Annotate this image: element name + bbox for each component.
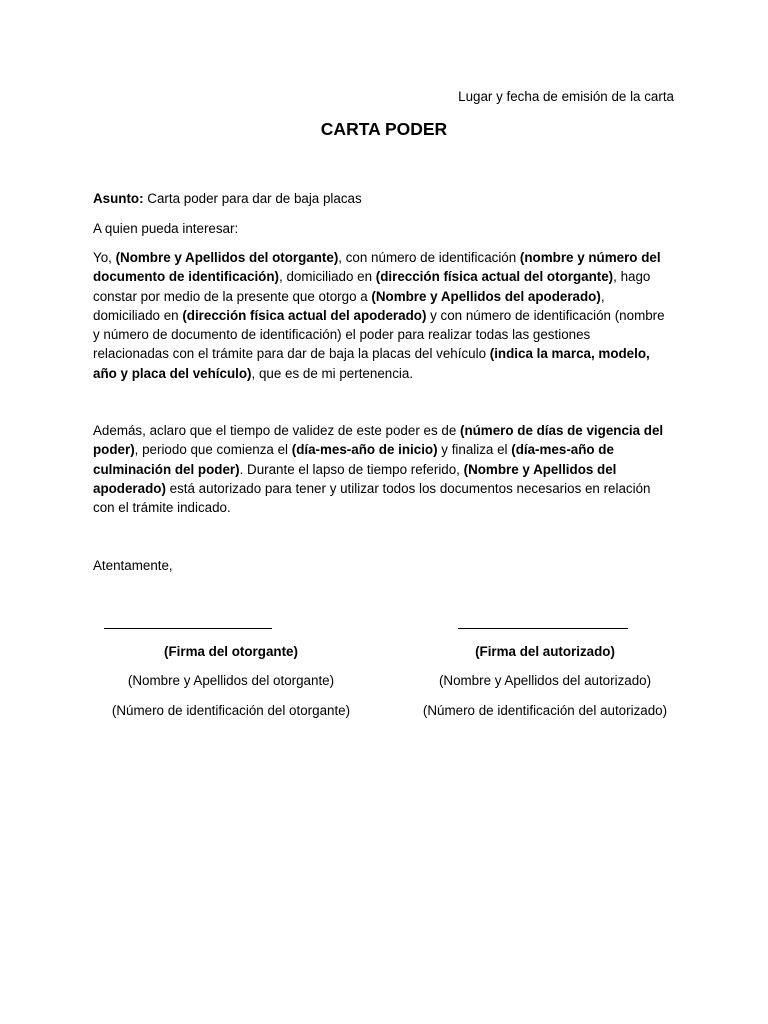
placeholder-field: (día-mes-año de inicio) (291, 442, 438, 458)
placeholder-field: (dirección física actual del otorgante) (375, 269, 614, 285)
placeholder-field: (indica la marca, modelo, año y placa del vehículo) (93, 346, 650, 381)
placeholder-field: (nombre y número del documento de identificación) (93, 250, 661, 285)
signature-line-grantor (104, 628, 272, 629)
body-text: Yo, (93, 250, 116, 265)
subject-line (93, 189, 665, 208)
signature-line-authorized (458, 628, 628, 629)
body-text: , con número de identificación (338, 250, 520, 265)
subject-label: Asunto: (93, 191, 144, 206)
body-text: , periodo que comienza el (134, 442, 292, 458)
signature-label-grantor: (Firma del otorgante) (164, 644, 298, 659)
greeting: A quien pueda interesar: (93, 221, 239, 236)
body-text: y con número de identificación (nombre y número de documento de identificación) el poder para realizar todas las gestiones relacionadas con el trámite para dar de baja la placas del vehículo (93, 307, 665, 362)
place-date-line: Lugar y fecha de emisión de la carta (458, 89, 674, 104)
placeholder-field: (Nombre y Apellidos del otorgante) (115, 250, 339, 265)
document-title: CARTA PODER (320, 119, 448, 139)
paragraph-grant (93, 248, 665, 383)
placeholder-field: (día-mes-año de culminación del poder) (93, 442, 614, 477)
subject-text: Carta poder para dar de baja placas (143, 191, 362, 206)
body-text: y finaliza el (437, 442, 512, 458)
grantor-name-placeholder: (Nombre y Apellidos del otorgante) (127, 673, 335, 688)
placeholder-field: (Nombre y Apellidos del apoderado) (371, 288, 601, 304)
placeholder-field: (Nombre y Apellidos del apoderado) (93, 461, 617, 496)
body-text: , que es de mi pertenencia. (251, 365, 414, 381)
placeholder-field: (número de días de vigencia del poder) (93, 423, 664, 458)
signature-label-authorized: (Firma del autorizado) (475, 644, 615, 659)
closing: Atentamente, (93, 558, 173, 573)
body-text: , hago constar por medio de la presente que otorgo a (93, 269, 651, 304)
body-text: , domiciliado en (279, 269, 376, 285)
body-text: Además, aclaro que el tiempo de validez de este poder es de (93, 423, 460, 438)
paragraph-validity (93, 421, 665, 517)
grantor-id-placeholder: (Número de identificación del otorgante) (111, 703, 351, 718)
body-text: , domiciliado en (93, 288, 605, 323)
body-text: está autorizado para tener y utilizar todos los documentos necesarios en relación con el trámite indicado. (93, 480, 651, 516)
authorized-id-placeholder: (Número de identificación del autorizado) (422, 703, 668, 718)
placeholder-field: (dirección física actual del apoderado) (182, 307, 427, 323)
body-text: . Durante el lapso de tiempo referido, (239, 461, 464, 477)
authorized-name-placeholder: (Nombre y Apellidos del autorizado) (438, 673, 652, 688)
